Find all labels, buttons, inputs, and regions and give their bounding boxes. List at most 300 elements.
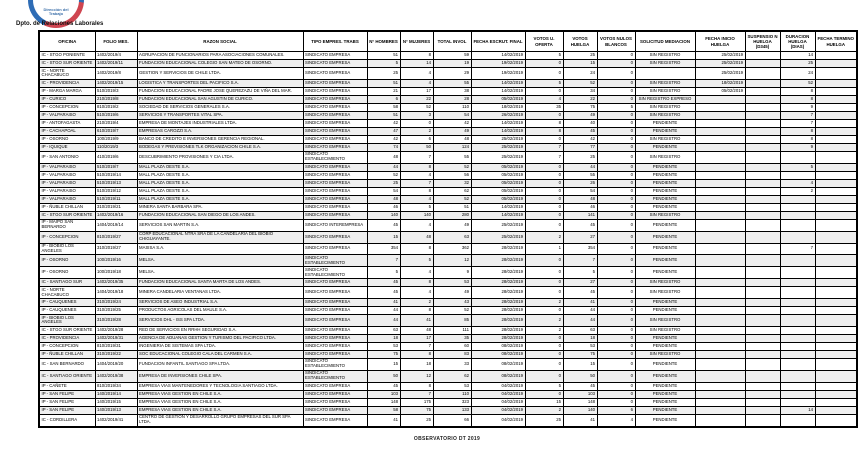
cell-folio-mes: 110/2019/3 <box>95 143 137 151</box>
cell-votos-huelga: 40 <box>563 119 597 127</box>
cell-tipo-empres: SINDICATO EMPRESA <box>303 52 367 60</box>
cell-solicitud-mediacion: PENDIENTE <box>635 342 695 350</box>
cell-solicitud-mediacion: PENDIENTE <box>635 390 695 398</box>
cell-total-invol: 60 <box>433 342 471 350</box>
cell-tipo-empres: SINDICATO ESTABLECIMIENTO <box>303 267 367 279</box>
cell-solicitud-mediacion: SIN REGISTRO <box>635 315 695 327</box>
cell-oficina: IP - MARGA MARGA <box>39 87 95 95</box>
cell-votos-u-oferta: 0 <box>525 60 563 68</box>
cell-razon-social: SERVICIOS DHL - ISS SPA LTDA. <box>137 315 303 327</box>
cell-votos-u-oferta: 0 <box>525 279 563 287</box>
cell-fecha-termino <box>815 382 857 390</box>
cell-n-hombres: 52 <box>367 171 400 179</box>
cell-folio-mes: 1402/2019/35 <box>95 279 137 287</box>
cell-n-mujeres: 140 <box>400 211 433 219</box>
cell-n-mujeres: 4 <box>400 68 433 80</box>
cell-n-mujeres: 22 <box>400 95 433 103</box>
cell-total-invol: 49 <box>433 127 471 135</box>
cell-duracion <box>780 326 815 334</box>
cell-tipo-empres: SINDICATO EMPRESA <box>303 334 367 342</box>
cell-duracion <box>780 370 815 382</box>
cell-n-mujeres: 7 <box>400 342 433 350</box>
cell-total-invol: 19 <box>433 60 471 68</box>
cell-fecha-termino <box>815 163 857 171</box>
table-row <box>39 103 857 111</box>
cell-suspension <box>745 307 780 315</box>
cell-n-mujeres: 8 <box>400 350 433 358</box>
cell-n-mujeres: 18 <box>400 358 433 370</box>
cell-total-invol: 38 <box>433 87 471 95</box>
cell-votos-huelga: 41 <box>563 414 597 426</box>
cell-fecha-escrut: 14/02/2019 <box>471 79 525 87</box>
cell-votos-huelga: 75 <box>563 103 597 111</box>
cell-tipo-empres: SINDICATO EMPRESA <box>303 60 367 68</box>
cell-fecha-termino <box>815 406 857 414</box>
cell-n-hombres: 41 <box>367 414 400 426</box>
cell-votos-huelga: 41 <box>563 299 597 307</box>
cell-folio-mes: 510/2019/14 <box>95 171 137 179</box>
logo-inner-disc <box>33 0 79 23</box>
cell-fecha-inicio: 05/02/2019 <box>695 87 745 95</box>
cell-fecha-escrut: 28/02/2019 <box>471 299 525 307</box>
cell-total-invol: 56 <box>433 171 471 179</box>
cell-fecha-termino <box>815 179 857 187</box>
cell-n-mujeres: 2 <box>400 127 433 135</box>
cell-folio-mes: 310/2019/22 <box>95 350 137 358</box>
cell-votos-huelga: 141 <box>563 211 597 219</box>
cell-total-invol: 323 <box>433 398 471 406</box>
cell-n-mujeres: 52 <box>400 103 433 111</box>
cell-oficina: IC - SAN BERNARDO <box>39 358 95 370</box>
cell-razon-social: MINERA SANTA BARBARA SPA. <box>137 203 303 211</box>
cell-n-mujeres: 41 <box>400 315 433 327</box>
cell-n-hombres: 54 <box>367 187 400 195</box>
cell-oficina: IP - VALPARAISO <box>39 111 95 119</box>
cell-solicitud-mediacion: PENDIENTE <box>635 382 695 390</box>
cell-n-mujeres: 12 <box>400 370 433 382</box>
cell-razon-social: SERVICIOS DE ASEO INDUSTRIAL S.A. <box>137 299 303 307</box>
cell-n-hombres: 51 <box>367 79 400 87</box>
cell-votos-huelga: 25 <box>563 151 597 163</box>
cell-solicitud-mediacion: PENDIENTE <box>635 267 695 279</box>
logo-line2: Trabajo <box>48 11 64 17</box>
cell-votos-huelga: 15 <box>563 60 597 68</box>
cell-votos-u-oferta: 2 <box>525 231 563 243</box>
cell-votos-u-oferta: 0 <box>525 370 563 382</box>
cell-total-invol: 66 <box>433 414 471 426</box>
table-row <box>39 398 857 406</box>
cell-oficina: IP - ANTOFAGASTA <box>39 119 95 127</box>
cell-oficina: IC - STGO SUR ORIENTE <box>39 211 95 219</box>
cell-razon-social: FUNDACION EDUCACIONAL COLEGIO SAN MATEO DE OSORNO. <box>137 60 303 68</box>
cell-fecha-inicio <box>695 95 745 103</box>
cell-suspension <box>745 68 780 80</box>
cell-solicitud-mediacion: PENDIENTE <box>635 414 695 426</box>
cell-votos-huelga: 26 <box>563 179 597 187</box>
cell-tipo-empres: SINDICATO ESTABLECIMIENTO <box>303 151 367 163</box>
cell-votos-u-oferta: 7 <box>525 143 563 151</box>
cell-fecha-inicio: 25/02/2019 <box>695 52 745 60</box>
cell-votos-u-oferta: 0 <box>525 135 563 143</box>
col-header-tipo-empres: TIPO EMPRES. TRABS <box>303 31 367 52</box>
cell-razon-social: SERVICIOS SAN MARTIN S.A. <box>137 219 303 231</box>
page-footer: OBSERVATORIO DT 2019 <box>413 436 481 442</box>
table-row <box>39 279 857 287</box>
cell-votos-nulos: 0 <box>597 307 635 315</box>
cell-suspension <box>745 267 780 279</box>
cell-n-hombres: 25 <box>367 68 400 80</box>
table-row <box>39 350 857 358</box>
cell-fecha-termino <box>815 143 857 151</box>
cell-razon-social: EMPRESA VIAS GESTION EN CHILE S.A. <box>137 406 303 414</box>
cell-total-invol: 62 <box>433 370 471 382</box>
cell-oficina: IP - VALPARAISO <box>39 171 95 179</box>
cell-n-hombres: 5 <box>367 60 400 68</box>
cell-votos-u-oferta: 5 <box>525 382 563 390</box>
table-row <box>39 179 857 187</box>
cell-fecha-termino <box>815 255 857 267</box>
cell-votos-nulos: 0 <box>597 255 635 267</box>
cell-fecha-inicio <box>695 370 745 382</box>
cell-solicitud-mediacion: PENDIENTE <box>635 143 695 151</box>
cell-solicitud-mediacion: PENDIENTE <box>635 358 695 370</box>
cell-fecha-inicio <box>695 187 745 195</box>
cell-votos-nulos: 0 <box>597 219 635 231</box>
cell-total-invol: 111 <box>433 326 471 334</box>
cell-fecha-inicio <box>695 326 745 334</box>
cell-votos-u-oferta: 0 <box>525 307 563 315</box>
cell-n-mujeres: 4 <box>400 267 433 279</box>
cell-fecha-escrut: 14/02/2019 <box>471 119 525 127</box>
cell-votos-huelga: 27 <box>563 279 597 287</box>
cell-votos-u-oferta: 0 <box>525 358 563 370</box>
cell-votos-u-oferta: 0 <box>525 211 563 219</box>
cell-total-invol: 52 <box>433 195 471 203</box>
cell-fecha-escrut: 04/02/2019 <box>471 382 525 390</box>
cell-oficina: IC - SANTIAGO SUR <box>39 279 95 287</box>
cell-solicitud-mediacion <box>635 68 695 80</box>
cell-tipo-empres: SINDICATO EMPRESA <box>303 414 367 426</box>
cell-fecha-escrut: 14/02/2019 <box>471 203 525 211</box>
cell-solicitud-mediacion: PENDIENTE <box>635 127 695 135</box>
cell-n-hombres: 50 <box>367 370 400 382</box>
table-row <box>39 255 857 267</box>
cell-total-invol: 52 <box>433 163 471 171</box>
cell-oficina: IC - NORTE CHACABUCO <box>39 287 95 299</box>
cell-votos-u-oferta: 8 <box>525 119 563 127</box>
cell-tipo-empres: SINDICATO EMPRESA <box>303 398 367 406</box>
cell-oficina: IC - STGO PONIENTE <box>39 52 95 60</box>
cell-votos-nulos: 0 <box>597 390 635 398</box>
cell-razon-social: FUNDACION EDUCACIONAL PADRE JOSE QUEREZAZU DE VIÑA DEL MAR. <box>137 87 303 95</box>
cell-duracion: 8 <box>780 87 815 95</box>
cell-votos-huelga: 75 <box>563 350 597 358</box>
cell-votos-nulos: 0 <box>597 87 635 95</box>
cell-n-mujeres: 4 <box>400 219 433 231</box>
cell-votos-u-oferta: 0 <box>525 287 563 299</box>
table-row <box>39 95 857 103</box>
cell-votos-u-oferta: 25 <box>525 414 563 426</box>
cell-votos-nulos: 0 <box>597 195 635 203</box>
cell-oficina: IC - PROVIDENCIA <box>39 334 95 342</box>
cell-suspension <box>745 195 780 203</box>
cell-tipo-empres: SINDICATO EMPRESA <box>303 179 367 187</box>
cell-fecha-termino <box>815 187 857 195</box>
cell-fecha-termino <box>815 414 857 426</box>
cell-tipo-empres: SINDICATO EMPRESA <box>303 382 367 390</box>
cell-folio-mes: 1402/2019/4 <box>95 52 137 60</box>
cell-oficina: IP - OSORNO <box>39 135 95 143</box>
cell-razon-social: CENTRO DE GESTION Y DESARROLLO GRUPO EMPRESAS DEL SUR SPA LTDA. <box>137 414 303 426</box>
cell-total-invol: 63 <box>433 231 471 243</box>
cell-votos-nulos: 0 <box>597 179 635 187</box>
cell-folio-mes: 100/2019/9 <box>95 135 137 143</box>
cell-oficina: IC - STGO SUR ORIENTE <box>39 326 95 334</box>
cell-razon-social: SOC EDUCACIONAL COLEGIO CALA DEL CARMEN S.A. <box>137 350 303 358</box>
cell-votos-nulos: 0 <box>597 171 635 179</box>
cell-n-mujeres: 8 <box>400 307 433 315</box>
cell-n-mujeres: 8 <box>400 187 433 195</box>
cell-total-invol: 59 <box>433 52 471 60</box>
cell-votos-huelga: 77 <box>563 143 597 151</box>
cell-fecha-inicio <box>695 350 745 358</box>
cell-votos-u-oferta: 0 <box>525 334 563 342</box>
cell-votos-u-oferta: 0 <box>525 255 563 267</box>
cell-fecha-inicio <box>695 163 745 171</box>
cell-n-hombres: 15 <box>367 231 400 243</box>
cell-tipo-empres: SINDICATO EMPRESA <box>303 187 367 195</box>
cell-solicitud-mediacion: SIN REGISTRO <box>635 287 695 299</box>
cell-razon-social: MELSA. <box>137 255 303 267</box>
cell-votos-huelga: 22 <box>563 95 597 103</box>
cell-n-hombres: 6 <box>367 95 400 103</box>
cell-fecha-escrut: 08/02/2019 <box>471 342 525 350</box>
cell-duracion <box>780 219 815 231</box>
cell-votos-u-oferta: 0 <box>525 68 563 80</box>
cell-votos-huelga: 63 <box>563 326 597 334</box>
cell-suspension <box>745 203 780 211</box>
cell-n-hombres: 58 <box>367 406 400 414</box>
cell-solicitud-mediacion: PENDIENTE <box>635 219 695 231</box>
cell-solicitud-mediacion: PENDIENTE <box>635 231 695 243</box>
cell-solicitud-mediacion: SIN REGISTRO EXPRESO <box>635 95 695 103</box>
cell-fecha-escrut: 08/02/2019 <box>471 370 525 382</box>
cell-oficina: IP - VALPARAISO <box>39 163 95 171</box>
cell-oficina: IP - CAÑETE <box>39 382 95 390</box>
cell-n-hombres: 18 <box>367 334 400 342</box>
col-header-n-hombres: N° HOMBRES <box>367 31 400 52</box>
cell-total-invol: 35 <box>433 334 471 342</box>
cell-solicitud-mediacion: PENDIENTE <box>635 163 695 171</box>
cell-folio-mes: 310/2019/28 <box>95 315 137 327</box>
table-row <box>39 151 857 163</box>
cell-suspension <box>745 350 780 358</box>
cell-n-hombres: 44 <box>367 307 400 315</box>
cell-tipo-empres: SINDICATO EMPRESA <box>303 231 367 243</box>
cell-total-invol: 280 <box>433 211 471 219</box>
cell-n-hombres: 74 <box>367 143 400 151</box>
cell-n-mujeres: 14 <box>400 60 433 68</box>
cell-solicitud-mediacion: SIN REGISTRO <box>635 211 695 219</box>
cell-fecha-termino <box>815 60 857 68</box>
col-header-fecha-escrut: FECHA ESCRUT. FINAL <box>471 31 525 52</box>
cell-duracion <box>780 255 815 267</box>
cell-fecha-escrut: 28/02/2019 <box>471 255 525 267</box>
cell-tipo-empres: SINDICATO EMPRESA <box>303 79 367 87</box>
cell-votos-nulos: 0 <box>597 163 635 171</box>
cell-n-mujeres: 2 <box>400 299 433 307</box>
cell-votos-nulos: 0 <box>597 95 635 103</box>
cell-duracion <box>780 267 815 279</box>
cell-fecha-inicio <box>695 398 745 406</box>
cell-total-invol: 33 <box>433 358 471 370</box>
cell-n-mujeres: 48 <box>400 231 433 243</box>
cell-oficina: IP - OSORNO <box>39 255 95 267</box>
cell-n-mujeres: 3 <box>400 111 433 119</box>
cell-n-mujeres: 48 <box>400 326 433 334</box>
cell-fecha-inicio <box>695 127 745 135</box>
header-row <box>39 31 857 52</box>
cell-suspension <box>745 111 780 119</box>
cell-fecha-termino <box>815 219 857 231</box>
cell-folio-mes: 510/2019/13 <box>95 179 137 187</box>
table-row <box>39 334 857 342</box>
cell-razon-social: GESTION Y SERVICIOS DE CHILE LTDA. <box>137 68 303 80</box>
cell-solicitud-mediacion: PENDIENTE <box>635 299 695 307</box>
cell-razon-social: MALL PLAZA OESTE S.A. <box>137 179 303 187</box>
cell-votos-u-oferta: 0 <box>525 267 563 279</box>
cell-n-hombres: 45 <box>367 219 400 231</box>
cell-solicitud-mediacion: PENDIENTE <box>635 243 695 255</box>
cell-fecha-escrut: 28/02/2019 <box>471 315 525 327</box>
cell-fecha-escrut: 05/02/2019 <box>471 95 525 103</box>
cell-duracion: 25 <box>780 60 815 68</box>
cell-votos-nulos: 0 <box>597 79 635 87</box>
cell-duracion <box>780 307 815 315</box>
cell-tipo-empres: SINDICATO EMPRESA <box>303 171 367 179</box>
cell-votos-huelga: 15 <box>563 358 597 370</box>
cell-duracion <box>780 334 815 342</box>
cell-oficina: IP - MAIPO SAN BERNARDO <box>39 219 95 231</box>
cell-folio-mes: 1404/2019/14 <box>95 219 137 231</box>
table-row <box>39 219 857 231</box>
cell-fecha-inicio <box>695 267 745 279</box>
cell-n-hombres: 63 <box>367 326 400 334</box>
cell-oficina: IP - ÑUBLE CHILLAN <box>39 203 95 211</box>
cell-fecha-termino <box>815 243 857 255</box>
cell-solicitud-mediacion: PENDIENTE <box>635 171 695 179</box>
cell-votos-nulos: 0 <box>597 334 635 342</box>
cell-suspension <box>745 60 780 68</box>
cell-duracion <box>780 398 815 406</box>
cell-folio-mes: 1402/2019/41 <box>95 414 137 426</box>
cell-tipo-empres: SINDICATO EMPRESA <box>303 127 367 135</box>
col-header-oficina: OFICINA <box>39 31 95 52</box>
cell-duracion <box>780 299 815 307</box>
cell-total-invol: 43 <box>433 299 471 307</box>
cell-suspension <box>745 255 780 267</box>
cell-fecha-inicio <box>695 255 745 267</box>
cell-suspension <box>745 342 780 350</box>
cell-fecha-inicio <box>695 171 745 179</box>
table-row <box>39 119 857 127</box>
cell-n-hombres: 53 <box>367 342 400 350</box>
cell-fecha-escrut: 05/02/2019 <box>471 171 525 179</box>
table-row <box>39 60 857 68</box>
cell-fecha-termino <box>815 350 857 358</box>
cell-folio-mes: 310/2019/27 <box>95 243 137 255</box>
cell-votos-nulos: 0 <box>597 135 635 143</box>
cell-duracion: 14 <box>780 52 815 60</box>
cell-fecha-inicio <box>695 151 745 163</box>
cell-folio-mes: 1404/2019/18 <box>95 287 137 299</box>
col-header-total-invol: TOTAL INVOL <box>433 31 471 52</box>
cell-votos-huelga: 55 <box>563 171 597 179</box>
cell-total-invol: 12 <box>433 255 471 267</box>
cell-n-hombres: 45 <box>367 382 400 390</box>
cell-n-hombres: 51 <box>367 52 400 60</box>
cell-tipo-empres: SINDICATO ESTABLECIMIENTO <box>303 358 367 370</box>
cell-razon-social: FUNDACION EDUCACIONAL SAN DIEGO DE LOS ANDES. <box>137 211 303 219</box>
cell-razon-social: MASISA S.A. <box>137 243 303 255</box>
cell-suspension <box>745 398 780 406</box>
cell-folio-mes: 1402/2019/31 <box>95 334 137 342</box>
cell-solicitud-mediacion: SIN REGISTRO <box>635 279 695 287</box>
cell-fecha-inicio <box>695 211 745 219</box>
cell-fecha-escrut: 25/02/2019 <box>471 135 525 143</box>
cell-razon-social: MINERA CANDELARIA VENTANAS LTDA. <box>137 287 303 299</box>
cell-n-mujeres: 7 <box>400 390 433 398</box>
table-row <box>39 171 857 179</box>
cell-n-hombres: 41 <box>367 299 400 307</box>
cell-total-invol: 28 <box>433 95 471 103</box>
cell-n-hombres: 48 <box>367 195 400 203</box>
cell-oficina: IP - SAN FELIPE <box>39 398 95 406</box>
cell-fecha-termino <box>815 287 857 299</box>
cell-solicitud-mediacion: SIN REGISTRO <box>635 350 695 358</box>
cell-votos-nulos: 0 <box>597 187 635 195</box>
cell-solicitud-mediacion: PENDIENTE <box>635 307 695 315</box>
cell-fecha-escrut: 14/02/2019 <box>471 52 525 60</box>
cell-folio-mes: 100/2019/16 <box>95 255 137 267</box>
cell-votos-u-oferta: 8 <box>525 127 563 135</box>
cell-n-hombres: 15 <box>367 358 400 370</box>
cell-tipo-empres: SINDICATO EMPRESA <box>303 111 367 119</box>
cell-folio-mes: 1402/2019/8 <box>95 68 137 80</box>
cell-n-hombres: 42 <box>367 119 400 127</box>
cell-votos-nulos: 0 <box>597 398 635 406</box>
table-row <box>39 143 857 151</box>
cell-votos-u-oferta: 2 <box>525 326 563 334</box>
cell-folio-mes: 510/2019/12 <box>95 187 137 195</box>
cell-votos-nulos: 0 <box>597 358 635 370</box>
cell-total-invol: 49 <box>433 219 471 231</box>
cell-n-hombres: 103 <box>367 390 400 398</box>
cell-razon-social: MALL PLAZA OESTE S.A. <box>137 195 303 203</box>
cell-fecha-escrut: 28/02/2019 <box>471 326 525 334</box>
cell-suspension <box>745 219 780 231</box>
cell-suspension <box>745 406 780 414</box>
cell-n-mujeres: 175 <box>400 398 433 406</box>
cell-duracion: 5 <box>780 163 815 171</box>
cell-n-mujeres: 7 <box>400 151 433 163</box>
cell-total-invol: 62 <box>433 187 471 195</box>
cell-tipo-empres: SINDICATO EMPRESA <box>303 243 367 255</box>
cell-duracion <box>780 315 815 327</box>
cell-folio-mes: 1404/2019/20 <box>95 358 137 370</box>
cell-total-invol: 124 <box>433 143 471 151</box>
cell-total-invol: 53 <box>433 279 471 287</box>
